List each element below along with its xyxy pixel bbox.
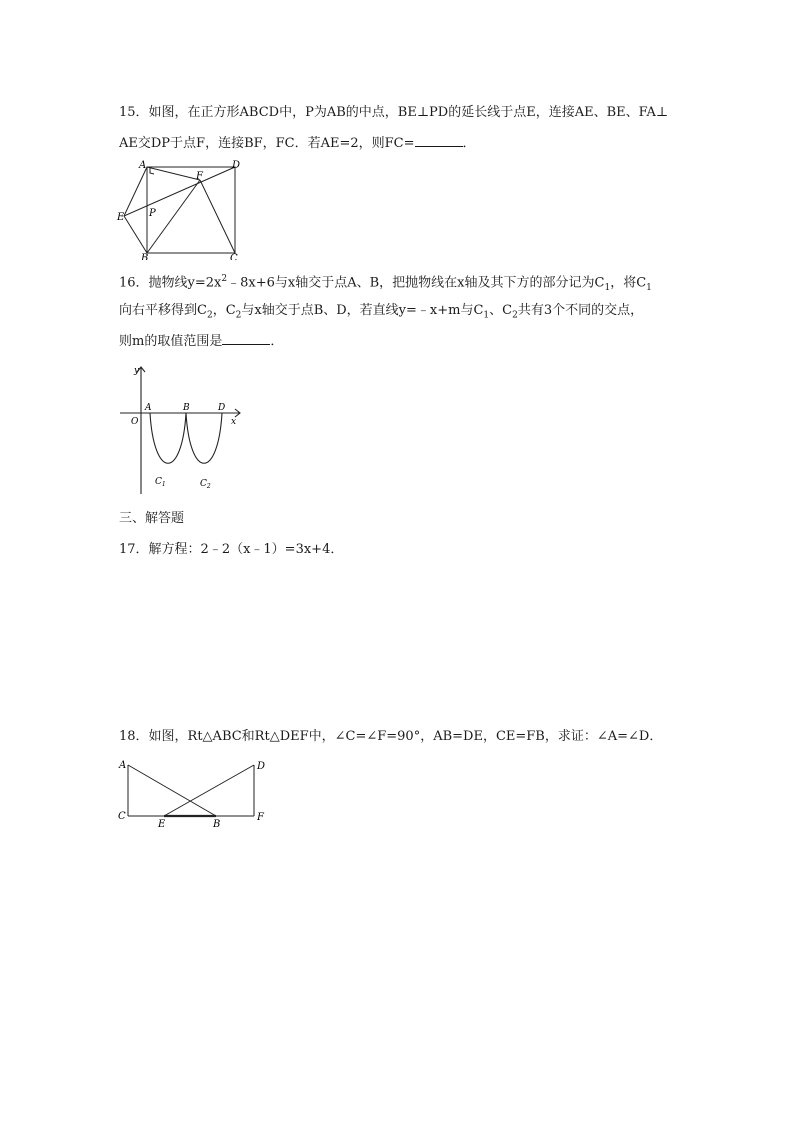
label-d: D (218, 403, 226, 413)
label-x: x (231, 417, 237, 427)
label-c: C (118, 811, 126, 822)
label-d: D (232, 160, 241, 171)
label-a: A (119, 760, 127, 771)
q15-answer-blank (415, 134, 463, 147)
label-c: C (230, 253, 238, 260)
q16-line2: 向右平移得到$C_2$，$C_2$与x轴交于点B、D，若直线y=﹣x+m与$C_1$、$C_2$共有3个不同的交点， (119, 303, 644, 321)
label-a: A (145, 403, 152, 413)
section-three-title: 三、解答题 (119, 511, 185, 526)
label-f: F (257, 812, 264, 823)
label-p: P (149, 208, 156, 219)
label-y: y (134, 366, 140, 376)
q15-line2-text: AE交DP于点F，连接BF，FC．若AE=2，则FC= (119, 136, 415, 151)
segment-ae (124, 167, 147, 216)
label-b: B (213, 819, 221, 828)
q15-line2-end: ． (462, 136, 476, 151)
segment-be (124, 216, 147, 253)
q15-line1: 15．如图，在正方形ABCD中，P为AB的中点，BE⊥PD的延长线于点E，连接AE、BE、FA⊥ (119, 105, 669, 120)
label-b: B (141, 253, 149, 260)
label-a: A (139, 160, 147, 171)
q18-text: 18．如图，Rt△ABC和Rt△DEF中，∠C=∠F=90°，AB=DE，CE=FB，求证：∠A=∠D． (119, 729, 663, 744)
q15-line2 (119, 134, 476, 153)
label-f: F (196, 171, 203, 182)
q16-line3: 则m的取值范围是 ． (119, 334, 284, 349)
label-o: O (131, 417, 139, 427)
q16-answer-blank (222, 332, 270, 345)
label-b: B (183, 403, 190, 413)
q18-figure (116, 756, 272, 828)
segment-fc (200, 180, 235, 253)
q16-figure (116, 362, 244, 496)
q16-line1: 16．抛物线$y=2x^2﹣8x+6$与x轴交于点A、B，把抛物线在x轴及其下方的部分记为$C_1$，将$C_1$ (119, 274, 652, 293)
q15-figure (114, 158, 242, 260)
q17-text: 17．解方程：2﹣2（x﹣1）=3x+4． (119, 542, 344, 557)
curve-c1 (150, 413, 186, 463)
segment-ab (128, 765, 216, 816)
label-e: E (117, 212, 125, 223)
label-c2: $C_2$ (200, 479, 211, 490)
label-d: D (257, 761, 266, 772)
label-e: E (158, 819, 166, 828)
segment-de (164, 765, 254, 816)
square-abcd (147, 167, 235, 253)
curve-c2 (186, 413, 222, 463)
label-c1: $C_1$ (155, 477, 166, 488)
segment-af (147, 167, 200, 180)
